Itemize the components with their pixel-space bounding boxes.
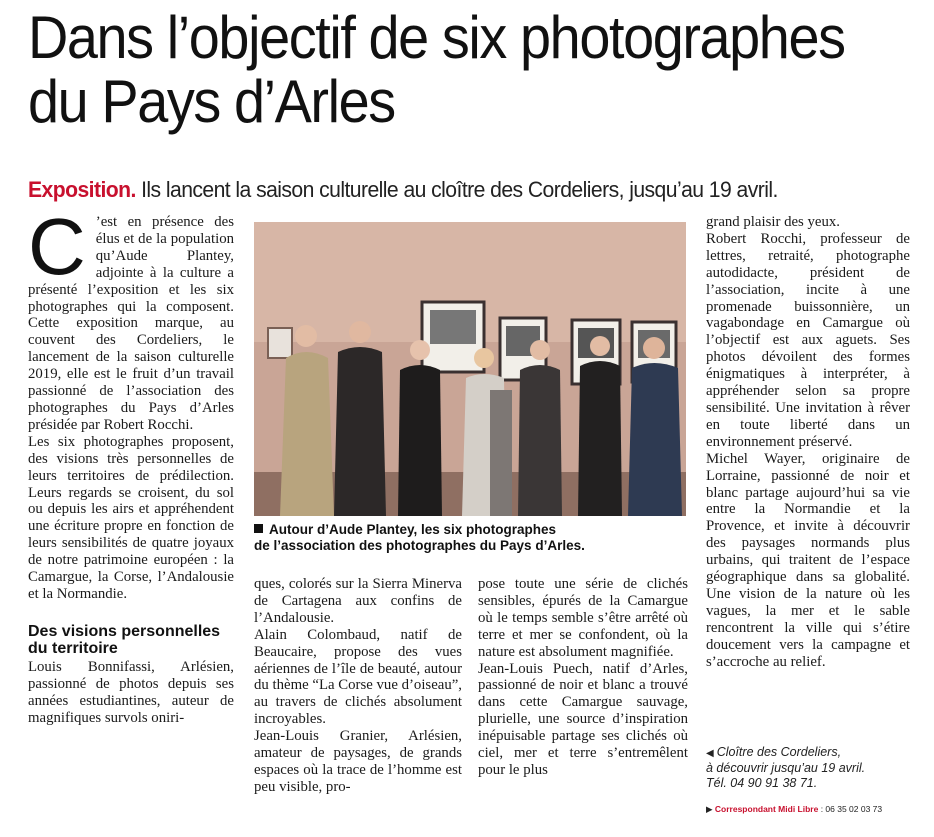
standfirst-kicker: Exposition. [28, 177, 136, 202]
info-line-3: Tél. 04 90 91 38 71. [706, 776, 818, 790]
correspondent-credit [706, 804, 926, 815]
standfirst-text: Ils lancent la saison culturelle au cloître des Cordeliers, jusqu’au 19 avril. [135, 177, 778, 202]
caption-line-2: de l’association des photographes du Pays d’Arles. [254, 538, 585, 553]
col3-paragraph-1: pose toute une série de clichés sensibles, épurés de la Camargue où le temps semble s’être arrêté où terre et mer se confondent, où la nature est absolument magnifiée. [478, 576, 688, 660]
caption-line-1: Autour d’Aude Plantey, les six photographes [269, 522, 557, 537]
triangle-small-icon: ▶ [706, 804, 715, 814]
article-column-1 [28, 202, 234, 726]
col2-paragraph-1: ques, colorés sur la Sierra Minerva de Cartagena aux confins de l’Andalousie. [254, 576, 462, 626]
col4-paragraph-3: Michel Wayer, originaire de Lorraine, passionné de noir et blanc partage aujourd’hui sa vie entre la Normandie et la Provence, et invite à découvrir des paysages normands plus urbains, qui traitent de l’espace géographique dans sa globalité. Une vision de la nature où les vagues, la mer et le sable rencontrent la ville qui s’étire doucement vers la campagne et s’accroche au relief. [706, 450, 910, 670]
correspondent-phone: : 06 35 02 03 73 [818, 804, 883, 814]
col2-paragraph-2: Alain Colombaud, natif de Beaucaire, propose des vues aériennes de l’île de beauté, autour du thème “La Corse vue d’oiseau”, au travers de clichés absolument incroyables. [254, 626, 462, 728]
info-line-1: Cloître des Cordeliers, [716, 745, 842, 759]
dropcap: C [28, 202, 86, 291]
photo-caption [254, 522, 694, 554]
article-column-4 [706, 214, 910, 670]
subhead: Des visions personnelles du territoire [28, 622, 221, 657]
correspondent-label: Correspondant Midi Libre [714, 804, 819, 814]
col1-paragraph-1: ’est en présence des élus et de la population qu’Aude Plantey, adjointe à la culture a présenté l’exposition et les six photographes qui la composent. Cette exposition marque, au couvent des Cordeliers, le lancement de la saison culturelle 2019, elle est le fruit d’un travail passionné de l’association des photographes du Pays d’Arles présidée par Robert Rocchi. [28, 214, 234, 433]
triangle-bullet-icon: ◀ [706, 748, 714, 759]
article-column-2 [254, 576, 462, 796]
info-line-2: à découvrir jusqu’au 19 avril. [706, 761, 866, 775]
col3-paragraph-2: Jean-Louis Puech, natif d’Arles, passionné de noir et blanc a trouvé dans cette Camargue sauvage, plurielle, une source d’inspiration inépuisable partage ses clichés où ciel, mer et terre s’entremêlent pour le plus [478, 660, 688, 778]
col1-paragraph-3: Louis Bonnifassi, Arlésien, passionné de photos depuis ses années estudiantines, auteur de magnifiques survols oniri- [28, 658, 234, 726]
practical-info [706, 745, 916, 791]
group-photo [254, 222, 686, 516]
standfirst [28, 176, 874, 204]
col4-paragraph-1: grand plaisir des yeux. [706, 214, 840, 230]
col2-paragraph-3: Jean-Louis Granier, Arlésien, amateur de paysages, de grands espaces où la trace de l’homme est peu visible, pro- [254, 728, 462, 795]
col1-paragraph-2: Les six photographes proposent, des visions très personnelles de leurs territoires de prédilection. Leurs regards se croisent, du sol ou depuis les airs et appréhendent une écriture propre en fonction de leurs sensibilités de quatre joyaux de notre patrimoine européen : la Camargue, la Corse, l’Andalousie et la Normandie. [28, 433, 234, 602]
col4-paragraph-2: Robert Rocchi, professeur de lettres, retraité, photographe autodidacte, président de l’association, incite à une promenade buissonnière, un vagabondage en Camargue où l’objectif est aux aguets. Ses photos dévoilent des formes énigmatiques à interpréter, à appréhender selon sa propre sensibilité. Une invitation à rêver en toute liberté dans un environnement préservé. [706, 230, 910, 450]
article-column-3 [478, 576, 688, 779]
caption-bullet-icon [254, 524, 263, 533]
headline: Dans l’objectif de six photographes du Pays d’Arles [28, 4, 845, 135]
